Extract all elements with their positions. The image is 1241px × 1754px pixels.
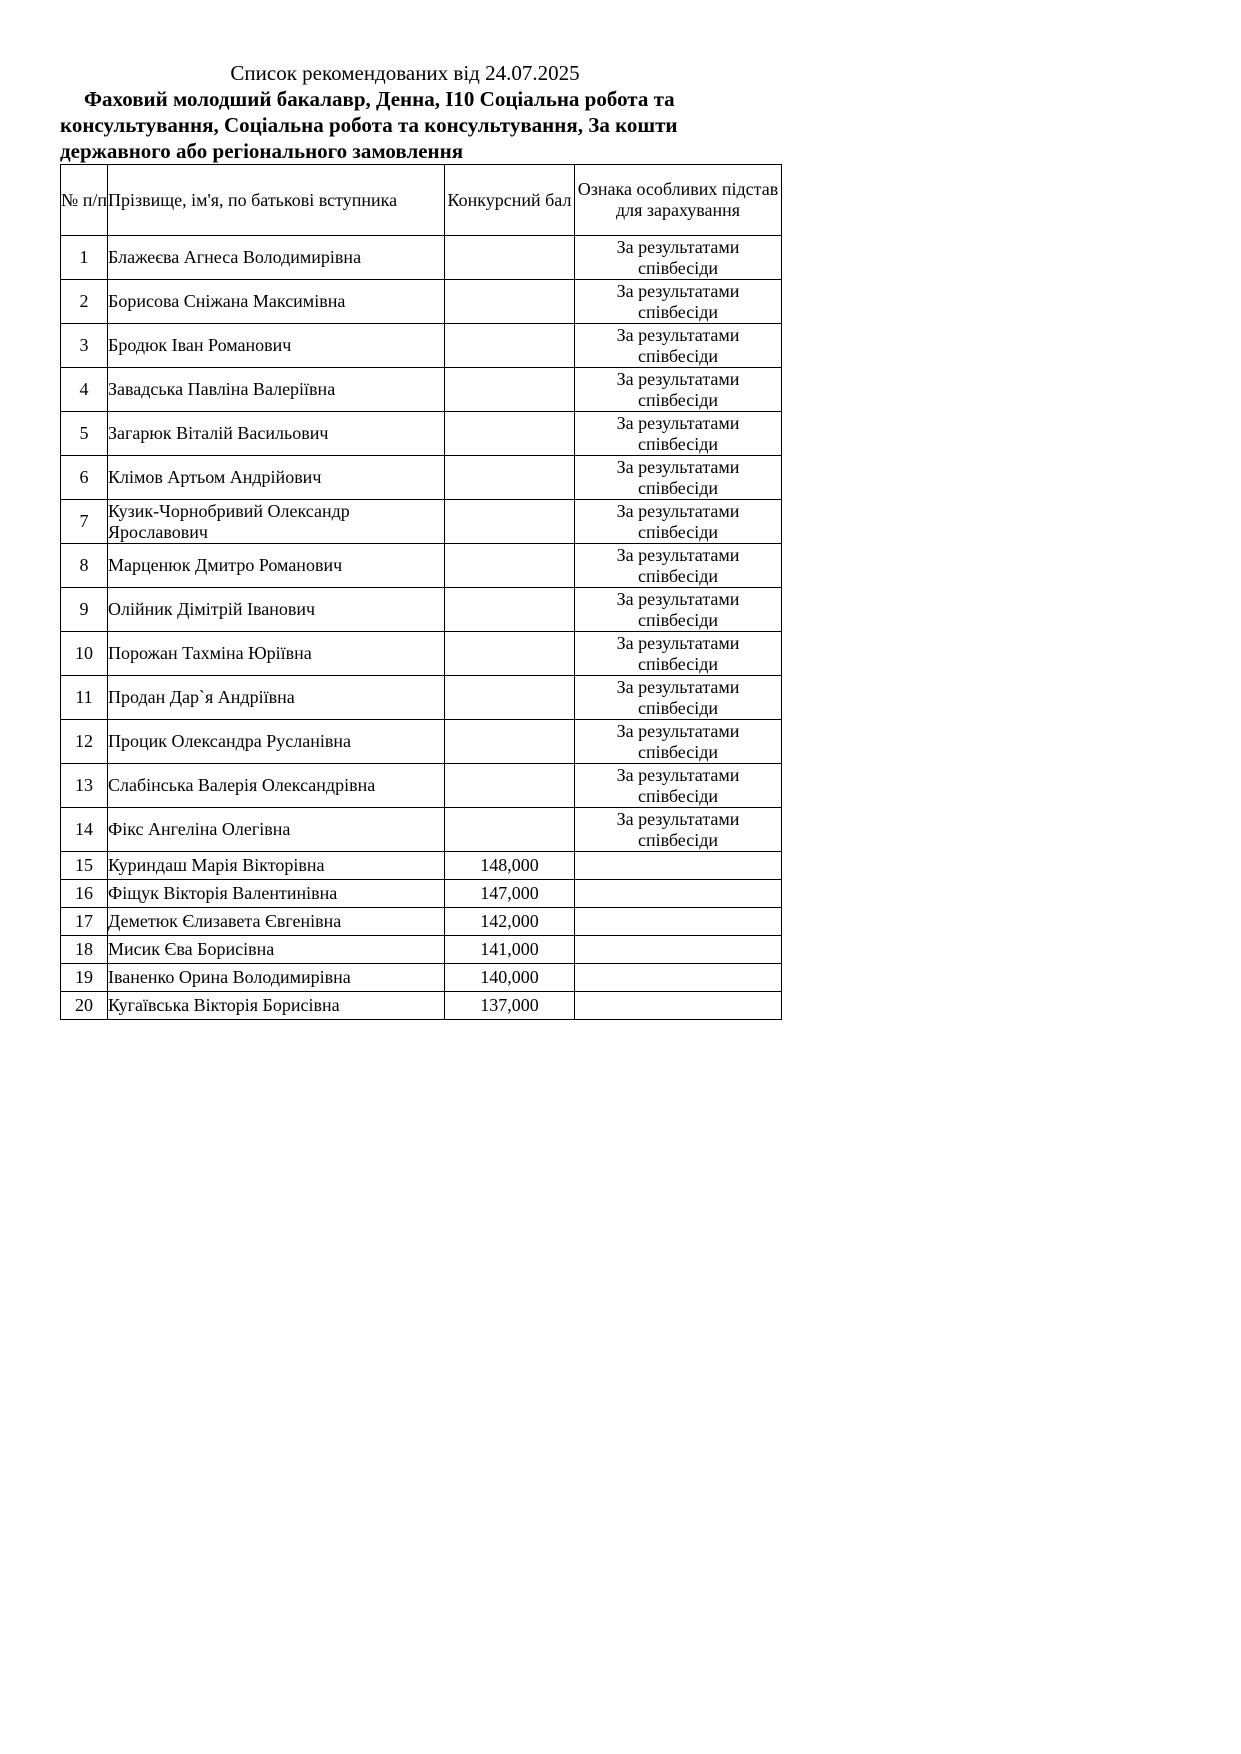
cell-score: [445, 764, 575, 808]
cell-reason: [575, 880, 782, 908]
cell-score: 148,000: [445, 852, 575, 880]
cell-name: Продан Дар`я Андріївна: [108, 676, 445, 720]
cell-reason: За результатами співбесіди: [575, 324, 782, 368]
cell-reason: За результатами співбесіди: [575, 632, 782, 676]
cell-num: 5: [61, 412, 108, 456]
cell-num: 20: [61, 992, 108, 1020]
table-row: [61, 676, 782, 720]
table-row: [61, 764, 782, 808]
cell-name: Блажеєва Агнеса Володимирівна: [108, 236, 445, 280]
header-name: Прізвище, ім'я, по батькові вступника: [108, 165, 445, 236]
table-row: [61, 236, 782, 280]
cell-name: Фікс Ангеліна Олегівна: [108, 808, 445, 852]
cell-score: [445, 412, 575, 456]
cell-num: 12: [61, 720, 108, 764]
cell-reason: За результатами співбесіди: [575, 764, 782, 808]
cell-score: [445, 632, 575, 676]
cell-num: 19: [61, 964, 108, 992]
cell-score: [445, 720, 575, 764]
cell-reason: За результатами співбесіди: [575, 412, 782, 456]
cell-name: Борисова Сніжана Максимівна: [108, 280, 445, 324]
cell-reason: За результатами співбесіди: [575, 720, 782, 764]
applicants-table: [60, 164, 782, 1020]
table-body: [61, 236, 782, 1020]
cell-score: [445, 368, 575, 412]
cell-reason: За результатами співбесіди: [575, 808, 782, 852]
table-row: [61, 632, 782, 676]
cell-num: 2: [61, 280, 108, 324]
cell-name: Олійник Дімітрій Іванович: [108, 588, 445, 632]
cell-num: 4: [61, 368, 108, 412]
cell-score: 137,000: [445, 992, 575, 1020]
document-title: Список рекомендованих від 24.07.2025: [230, 61, 580, 85]
table-row: [61, 456, 782, 500]
cell-reason: [575, 992, 782, 1020]
cell-num: 13: [61, 764, 108, 808]
cell-reason: За результатами співбесіди: [575, 544, 782, 588]
cell-name: Процик Олександра Русланівна: [108, 720, 445, 764]
cell-score: [445, 324, 575, 368]
document-page: [60, 60, 780, 1020]
cell-name: Фіщук Вікторія Валентинівна: [108, 880, 445, 908]
cell-score: [445, 280, 575, 324]
cell-reason: За результатами співбесіди: [575, 500, 782, 544]
table-row: [61, 992, 782, 1020]
cell-score: [445, 676, 575, 720]
cell-num: 16: [61, 880, 108, 908]
cell-reason: За результатами співбесіди: [575, 676, 782, 720]
cell-reason: За результатами співбесіди: [575, 368, 782, 412]
cell-reason: [575, 852, 782, 880]
table-row: [61, 500, 782, 544]
table-row: [61, 964, 782, 992]
cell-num: 8: [61, 544, 108, 588]
document-subtitle: Фаховий молодший бакалавр, Денна, I10 Соціальна робота та консультування, Соціальна робота та консультування, За кошти державного або регіонального замовлення: [60, 87, 678, 163]
cell-name: Порожан Тахміна Юріївна: [108, 632, 445, 676]
cell-num: 6: [61, 456, 108, 500]
cell-reason: За результатами співбесіди: [575, 456, 782, 500]
cell-score: [445, 456, 575, 500]
cell-name: Іваненко Орина Володимирівна: [108, 964, 445, 992]
cell-name: Марценюк Дмитро Романович: [108, 544, 445, 588]
cell-reason: За результатами співбесіди: [575, 588, 782, 632]
cell-num: 14: [61, 808, 108, 852]
header-reason: Ознака особливих підстав для зарахування: [575, 165, 782, 236]
cell-name: Загарюк Віталій Васильович: [108, 412, 445, 456]
cell-name: Слабінська Валерія Олександрівна: [108, 764, 445, 808]
cell-name: Мисик Єва Борисівна: [108, 936, 445, 964]
cell-reason: [575, 936, 782, 964]
cell-score: 147,000: [445, 880, 575, 908]
cell-name: Завадська Павліна Валеріївна: [108, 368, 445, 412]
cell-reason: [575, 908, 782, 936]
cell-num: 15: [61, 852, 108, 880]
cell-num: 9: [61, 588, 108, 632]
table-row: [61, 880, 782, 908]
header-score: Конкурсний бал: [445, 165, 575, 236]
table-row: [61, 412, 782, 456]
cell-num: 3: [61, 324, 108, 368]
cell-reason: [575, 964, 782, 992]
cell-score: [445, 500, 575, 544]
cell-name: Деметюк Єлизавета Євгенівна: [108, 908, 445, 936]
cell-num: 7: [61, 500, 108, 544]
table-header-row: [61, 165, 782, 236]
cell-num: 17: [61, 908, 108, 936]
table-row: [61, 324, 782, 368]
table-row: [61, 852, 782, 880]
table-row: [61, 908, 782, 936]
cell-score: [445, 544, 575, 588]
cell-reason: За результатами співбесіди: [575, 280, 782, 324]
cell-name: Куриндаш Марія Вікторівна: [108, 852, 445, 880]
table-row: [61, 588, 782, 632]
cell-score: [445, 236, 575, 280]
header-num: № п/п: [61, 165, 108, 236]
table-row: [61, 720, 782, 764]
cell-name: Бродюк Іван Романович: [108, 324, 445, 368]
cell-num: 1: [61, 236, 108, 280]
cell-name: Кугаївська Вікторія Борисівна: [108, 992, 445, 1020]
cell-num: 18: [61, 936, 108, 964]
table-row: [61, 544, 782, 588]
cell-score: [445, 588, 575, 632]
table-row: [61, 936, 782, 964]
cell-score: 140,000: [445, 964, 575, 992]
cell-reason: За результатами співбесіди: [575, 236, 782, 280]
table-row: [61, 368, 782, 412]
table-row: [61, 280, 782, 324]
cell-num: 11: [61, 676, 108, 720]
cell-score: 141,000: [445, 936, 575, 964]
table-row: [61, 808, 782, 852]
cell-score: 142,000: [445, 908, 575, 936]
cell-name: Кузик-Чорнобривий Олександр Ярославович: [108, 500, 445, 544]
cell-num: 10: [61, 632, 108, 676]
cell-score: [445, 808, 575, 852]
cell-name: Клімов Артьом Андрійович: [108, 456, 445, 500]
